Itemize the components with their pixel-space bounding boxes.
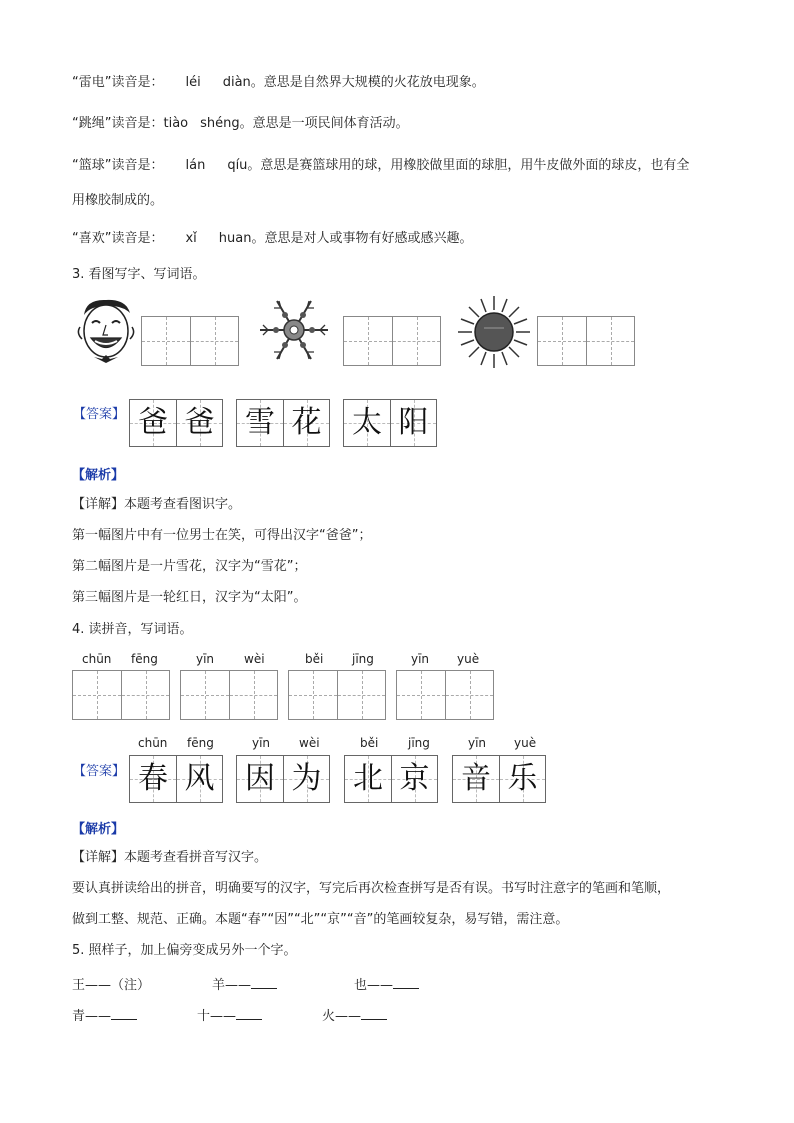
answer-pinyin-1-1: chūn <box>138 736 168 750</box>
detail-q3-line-3: 第三幅图片是一轮红日，汉字为“太阳”。 <box>72 590 307 605</box>
pinyin-2-writing-grid[interactable] <box>180 670 278 720</box>
answer-grid-q3-1: 爸 爸 <box>129 399 223 447</box>
answer-blank[interactable] <box>111 1007 137 1020</box>
answer-pinyin-1-2: fēng <box>187 736 214 750</box>
pinyin-3-1: běi <box>305 652 324 666</box>
answer-pinyin-2-1: yīn <box>252 736 271 750</box>
answer-grid-q4-3: 北 京 <box>344 755 438 803</box>
pinyin-2-2: wèi <box>244 652 265 666</box>
pinyin-1-2: fēng <box>131 652 158 666</box>
snowflake-picture <box>256 297 332 363</box>
definition-line-2: “跳绳”读音是：tiào shéng。意思是一项民间体育活动。 <box>72 116 409 131</box>
answer-tag-q3: 【答案】 <box>73 407 126 422</box>
pinyin-3-2: jīng <box>352 652 374 666</box>
detail-q4: 【详解】本题考查看拼音写汉字。 <box>72 850 268 865</box>
answer-grid-q4-2: 因 为 <box>236 755 330 803</box>
detail-q3-line-1: 第一幅图片中有一位男士在笑，可得出汉字“爸爸”； <box>72 528 372 543</box>
answer-grid-q3-2: 雪 花 <box>236 399 330 447</box>
q5-item-6: 火—— <box>322 1005 387 1024</box>
answer-grid-q4-4: 音 乐 <box>452 755 546 803</box>
pinyin-4-2: yuè <box>457 652 480 666</box>
pinyin-1-writing-grid[interactable] <box>72 670 170 720</box>
answer-grid-q4-1: 春 风 <box>129 755 223 803</box>
pinyin-3-writing-grid[interactable] <box>288 670 386 720</box>
answer-pinyin-3-1: běi <box>360 736 379 750</box>
answer-pinyin-2-2: wèi <box>299 736 320 750</box>
answer-blank[interactable] <box>393 976 419 989</box>
analysis-tag-q3: 【解析】 <box>72 468 125 483</box>
answer-blank[interactable] <box>236 1007 262 1020</box>
question-4-title: 4. 读拼音，写词语。 <box>72 622 193 637</box>
answer-grid-q3-3: 太 阳 <box>343 399 437 447</box>
detail-q3-line-2: 第二幅图片是一片雪花，汉字为“雪花”； <box>72 559 307 574</box>
answer-blank[interactable] <box>361 1007 387 1020</box>
definition-line-4: “喜欢”读音是： xǐ huan。意思是对人或事物有好感或感兴趣。 <box>72 231 473 246</box>
pinyin-2-1: yīn <box>196 652 215 666</box>
q5-item-1: 王——（注） <box>72 978 151 993</box>
detail-q4-line-2: 做到工整、规范、正确。本题“春”“因”“北”“京”“音”的笔画较复杂，易写错，需注意。 <box>72 912 569 927</box>
q5-item-3: 也—— <box>354 974 419 993</box>
question-3-title: 3. 看图写字、写词语。 <box>72 267 206 282</box>
definition-line-1: “雷电”读音是： léi diàn。意思是自然界大规模的火花放电现象。 <box>72 75 485 90</box>
laughing-man-picture <box>76 297 138 365</box>
pinyin-4-writing-grid[interactable] <box>396 670 494 720</box>
definition-line-3-continued: 用橡胶制成的。 <box>72 193 164 208</box>
pinyin-1-1: chūn <box>82 652 112 666</box>
picture-3-writing-grid[interactable] <box>537 316 635 366</box>
answer-pinyin-4-1: yīn <box>468 736 487 750</box>
question-5-title: 5. 照样子，加上偏旁变成另外一个字。 <box>72 943 297 958</box>
pinyin-4-1: yīn <box>411 652 430 666</box>
detail-q4-line-1: 要认真拼读给出的拼音，明确要写的汉字，写完后再次检查拼写是否有误。书写时注意字的笔画和笔顺， <box>72 881 671 896</box>
definition-line-3: “篮球”读音是： lán qíu。意思是赛篮球用的球，用橡胶做里面的球胆，用牛皮做外面的球皮，也有全 <box>72 158 690 173</box>
sun-picture <box>457 295 531 369</box>
answer-pinyin-4-2: yuè <box>514 736 537 750</box>
detail-q3: 【详解】本题考查看图识字。 <box>72 497 242 512</box>
picture-1-writing-grid[interactable] <box>141 316 239 366</box>
analysis-tag-q4: 【解析】 <box>72 822 125 837</box>
q5-item-2: 羊—— <box>212 974 277 993</box>
answer-blank[interactable] <box>251 976 277 989</box>
q5-item-4: 青—— <box>72 1005 137 1024</box>
q5-item-5: 十—— <box>197 1005 262 1024</box>
answer-tag-q4: 【答案】 <box>73 764 126 779</box>
answer-pinyin-3-2: jīng <box>408 736 430 750</box>
picture-2-writing-grid[interactable] <box>343 316 441 366</box>
